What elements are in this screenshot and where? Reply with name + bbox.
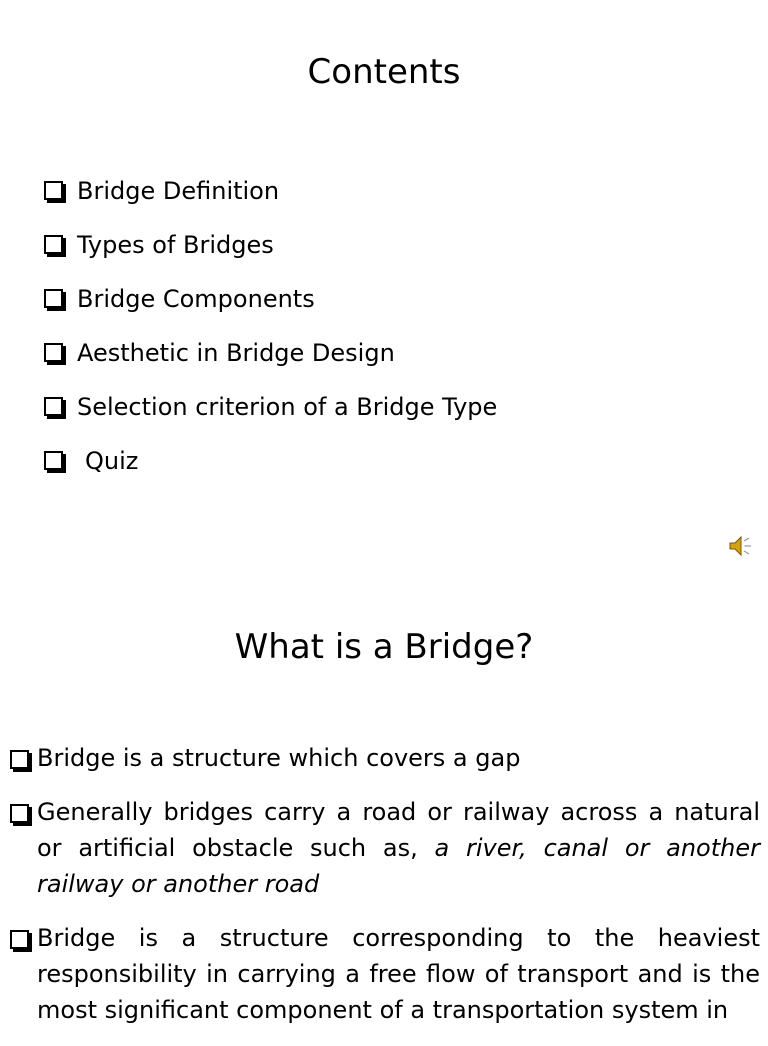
checkbox-bullet-icon xyxy=(44,181,63,200)
bullet-text: Bridge is a structure which covers a gap xyxy=(37,744,521,772)
list-item xyxy=(44,380,497,434)
list-item-label: Bridge Components xyxy=(77,285,315,313)
checkbox-bullet-icon xyxy=(44,343,63,362)
list-item-label: Aesthetic in Bridge Design xyxy=(77,339,395,367)
list-item-label: Types of Bridges xyxy=(77,231,274,259)
checkbox-bullet-icon xyxy=(44,235,63,254)
list-item xyxy=(10,794,760,902)
list-item xyxy=(44,218,497,272)
page-title: Contents xyxy=(307,52,461,92)
bullet-italic-text: a river, canal or another railway or another road xyxy=(37,834,760,898)
contents-list xyxy=(44,164,497,488)
list-item-label: Quiz xyxy=(85,447,139,475)
list-item xyxy=(44,272,497,326)
bullet-paragraph xyxy=(37,794,760,902)
section-title: What is a Bridge? xyxy=(234,627,534,667)
list-item xyxy=(44,326,497,380)
checkbox-bullet-icon xyxy=(10,750,29,769)
bullet-text: Bridge is a structure corresponding to the heaviest responsibility in carrying a free flow of transport and is the most significant component of a transportation system in xyxy=(37,924,760,1024)
checkbox-bullet-icon xyxy=(10,804,29,823)
speaker-icon[interactable] xyxy=(728,534,754,558)
list-item xyxy=(44,164,497,218)
list-item xyxy=(44,434,497,488)
checkbox-bullet-icon xyxy=(10,930,29,949)
bullet-text: Generally bridges carry a road or railway across a natural or artificial obstacle such as, xyxy=(37,798,760,862)
list-item-label: Selection criterion of a Bridge Type xyxy=(77,393,498,421)
definition-list xyxy=(10,740,760,1046)
checkbox-bullet-icon xyxy=(44,451,63,470)
list-item xyxy=(10,740,760,776)
checkbox-bullet-icon xyxy=(44,289,63,308)
list-item-label: Bridge Definition xyxy=(77,177,280,205)
checkbox-bullet-icon xyxy=(44,397,63,416)
list-item xyxy=(10,920,760,1028)
